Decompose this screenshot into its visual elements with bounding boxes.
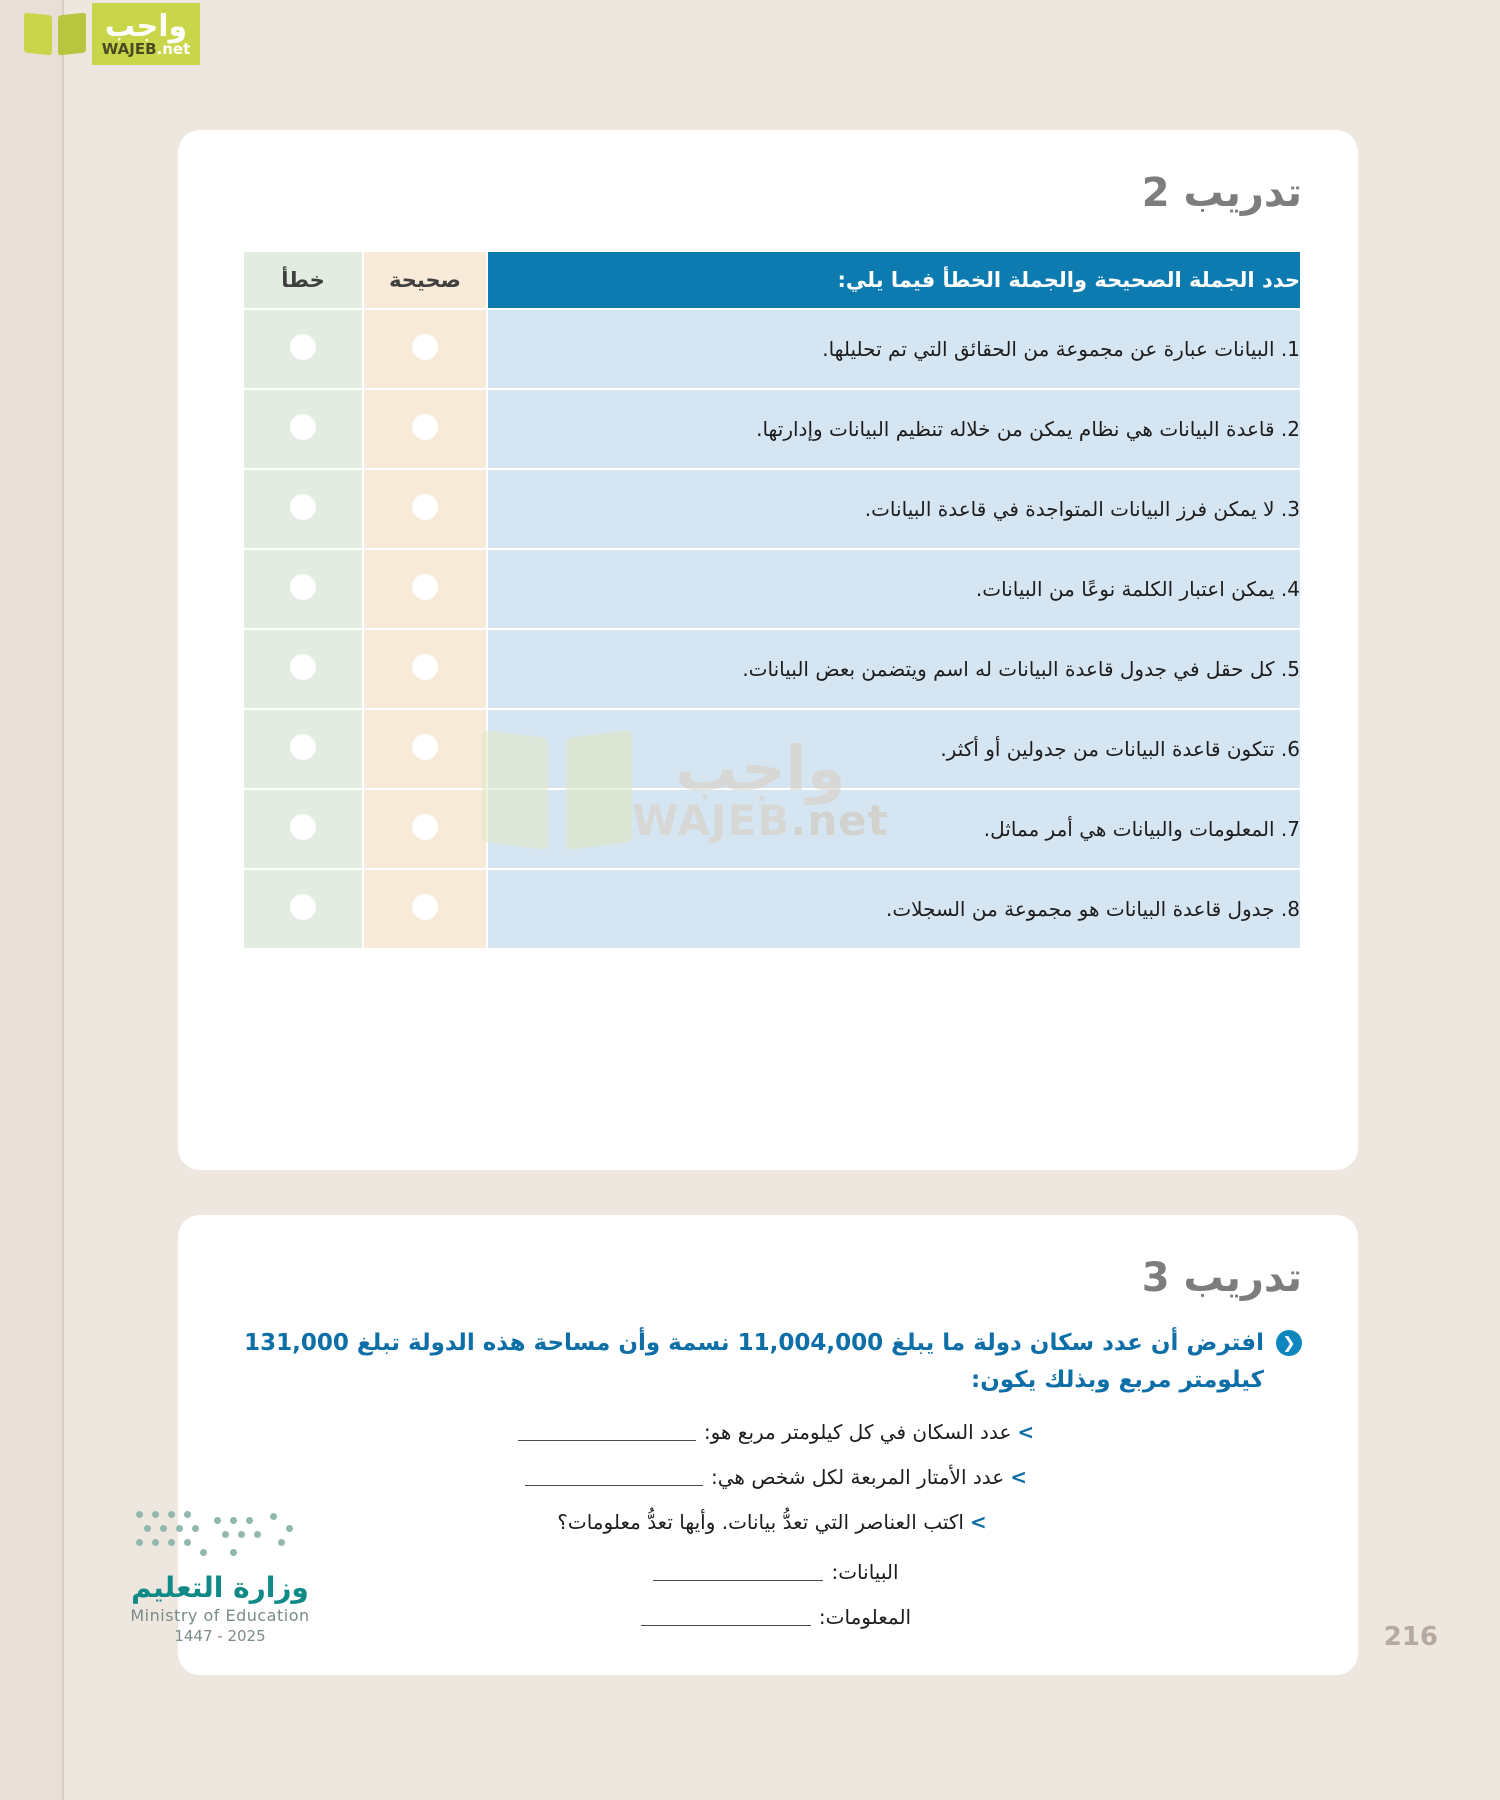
- column-header-true: صحيحة: [364, 252, 486, 308]
- question-2-label: عدد الأمتار المربعة لكل شخص هي:: [711, 1465, 1005, 1489]
- true-option-cell[interactable]: [364, 390, 486, 468]
- ministry-name-english: Ministry of Education: [130, 1606, 310, 1625]
- exercise-3-prompt: [242, 1325, 1302, 1399]
- true-option-cell[interactable]: [364, 710, 486, 788]
- exercise-3-question-1: [242, 1420, 1302, 1444]
- statement-cell: 2. قاعدة البيانات هي نظام يمكن من خلاله تنظيم البيانات وإدارتها.: [488, 390, 1300, 468]
- radio-true[interactable]: [412, 814, 438, 840]
- false-option-cell[interactable]: [244, 390, 362, 468]
- site-logo: [0, 0, 200, 68]
- table-row: [244, 790, 1300, 868]
- exercise-3-question-2: [242, 1465, 1302, 1489]
- site-logo-word: [92, 3, 200, 65]
- field-label-info: المعلومات:: [818, 1605, 912, 1629]
- exercise-3-prompt-text: افترض أن عدد سكان دولة ما يبلغ 11,004,000 نسمة وأن مساحة هذه الدولة تبلغ 131,000 كيلومتر مربع وبذلك يكون:: [244, 1330, 1264, 1393]
- book-icon: [24, 10, 86, 58]
- false-option-cell[interactable]: [244, 870, 362, 948]
- radio-false[interactable]: [290, 814, 316, 840]
- radio-false[interactable]: [290, 734, 316, 760]
- radio-true[interactable]: [412, 574, 438, 600]
- radio-false[interactable]: [290, 894, 316, 920]
- statement-cell: 8. جدول قاعدة البيانات هو مجموعة من السجلات.: [488, 870, 1300, 948]
- ministry-name-arabic: وزارة التعليم: [131, 1571, 309, 1604]
- ministry-year: 2025 - 1447: [174, 1627, 266, 1645]
- statement-cell: 4. يمكن اعتبار الكلمة نوعًا من البيانات.: [488, 550, 1300, 628]
- radio-true[interactable]: [412, 654, 438, 680]
- radio-true[interactable]: [412, 494, 438, 520]
- radio-true[interactable]: [412, 734, 438, 760]
- field-label-data: البيانات:: [831, 1560, 899, 1584]
- answer-blank-data[interactable]: [653, 1561, 823, 1581]
- column-header-statement: حدد الجملة الصحيحة والجملة الخطأ فيما يلي:: [488, 252, 1300, 308]
- true-option-cell[interactable]: [364, 470, 486, 548]
- bullet-arrow-icon: >: [1017, 1420, 1035, 1444]
- bullet-arrow-icon: >: [1010, 1465, 1027, 1489]
- radio-true[interactable]: [412, 334, 438, 360]
- table-row: [244, 390, 1300, 468]
- radio-false[interactable]: [290, 574, 316, 600]
- answer-blank-2[interactable]: [525, 1466, 703, 1486]
- false-option-cell[interactable]: [244, 550, 362, 628]
- false-option-cell[interactable]: [244, 630, 362, 708]
- watermark-latin: WAJEB.net: [632, 796, 889, 846]
- false-option-cell[interactable]: [244, 310, 362, 388]
- question-3-label: اكتب العناصر التي تعدُّ بيانات. وأيها تعدُّ معلومات؟: [557, 1510, 964, 1534]
- exercise-3-card: [178, 1215, 1358, 1675]
- table-row: [244, 710, 1300, 788]
- true-option-cell[interactable]: [364, 790, 486, 868]
- statement-cell: 5. كل حقل في جدول قاعدة البيانات له اسم ويتضمن بعض البيانات.: [488, 630, 1300, 708]
- radio-false[interactable]: [290, 494, 316, 520]
- statement-cell: 7. المعلومات والبيانات هي أمر مماثل.: [488, 790, 1300, 868]
- radio-false[interactable]: [290, 414, 316, 440]
- radio-true[interactable]: [412, 414, 438, 440]
- bullet-arrow-icon: >: [969, 1510, 987, 1534]
- table-row: [244, 310, 1300, 388]
- false-option-cell[interactable]: [244, 790, 362, 868]
- ministry-dots-icon: [130, 1505, 310, 1561]
- page-left-strip: [0, 0, 62, 1800]
- radio-false[interactable]: [290, 654, 316, 680]
- chevron-left-icon: ❮: [1276, 1330, 1302, 1356]
- table-header-row: [244, 252, 1300, 308]
- site-logo-arabic: واجب: [104, 8, 188, 44]
- answer-blank-info[interactable]: [641, 1606, 811, 1626]
- table-row: [244, 870, 1300, 948]
- true-option-cell[interactable]: [364, 630, 486, 708]
- answer-blank-1[interactable]: [518, 1421, 696, 1441]
- false-option-cell[interactable]: [244, 710, 362, 788]
- exercise-3-question-3: [242, 1510, 1302, 1534]
- false-option-cell[interactable]: [244, 470, 362, 548]
- exercise-3-field-info: [242, 1605, 1302, 1629]
- table-row: [244, 550, 1300, 628]
- site-logo-latin: WAJEB.net: [101, 39, 191, 58]
- true-false-table: [242, 250, 1302, 950]
- watermark-arabic: واجب: [675, 731, 846, 805]
- exercise-3-title: تدريب 3: [1141, 1255, 1302, 1301]
- radio-true[interactable]: [412, 894, 438, 920]
- ministry-logo: [90, 1505, 350, 1645]
- exercise-3-field-data: [242, 1560, 1302, 1584]
- question-1-label: عدد السكان في كل كيلومتر مربع هو:: [703, 1420, 1012, 1444]
- exercise-2-title: تدريب 2: [1141, 170, 1302, 216]
- true-option-cell[interactable]: [364, 550, 486, 628]
- statement-cell: 3. لا يمكن فرز البيانات المتواجدة في قاعدة البيانات.: [488, 470, 1300, 548]
- exercise-2-card: [178, 130, 1358, 1170]
- column-header-false: خطأ: [244, 252, 362, 308]
- page-number: 216: [1383, 1622, 1438, 1652]
- table-row: [244, 630, 1300, 708]
- statement-cell: 1. البيانات عبارة عن مجموعة من الحقائق التي تم تحليلها.: [488, 310, 1300, 388]
- true-option-cell[interactable]: [364, 870, 486, 948]
- radio-false[interactable]: [290, 334, 316, 360]
- statement-cell: 6. تتكون قاعدة البيانات من جدولين أو أكثر.: [488, 710, 1300, 788]
- table-row: [244, 470, 1300, 548]
- true-option-cell[interactable]: [364, 310, 486, 388]
